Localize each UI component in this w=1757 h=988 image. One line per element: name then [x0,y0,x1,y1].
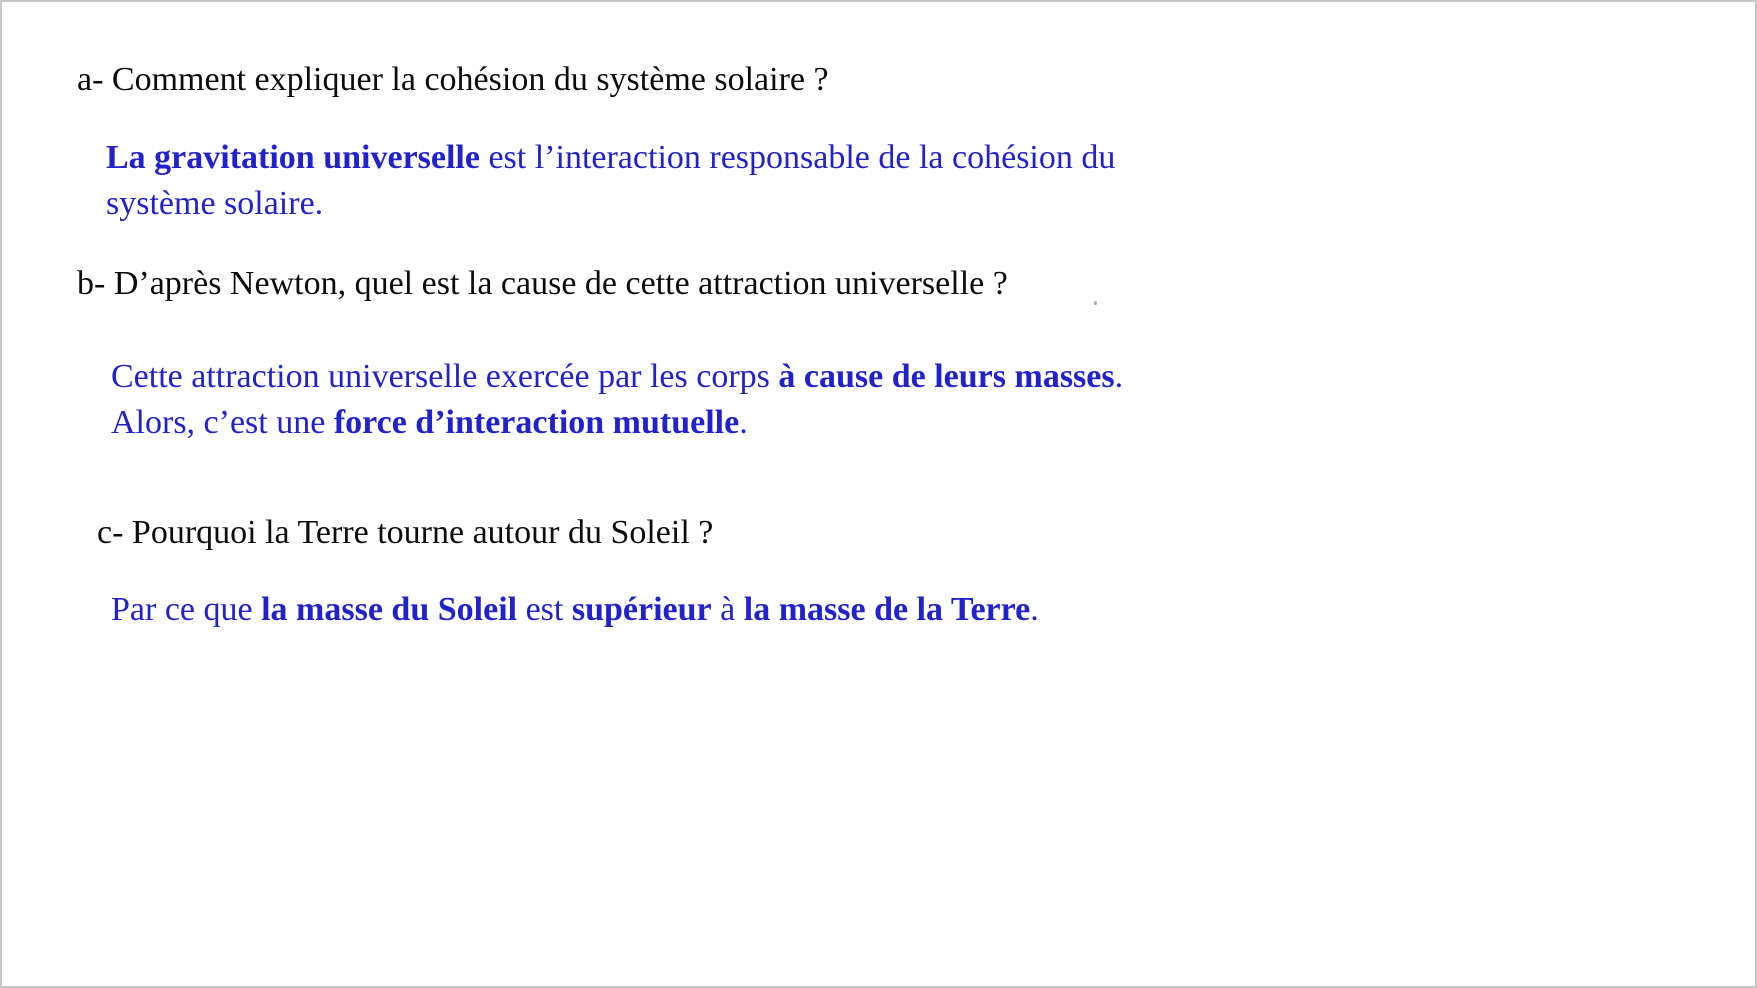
question-c: c- Pourquoi la Terre tourne autour du Soleil ? [97,514,714,551]
question-a: a- Comment expliquer la cohésion du système solaire ? [77,61,829,98]
answer-b-line1-end: . [1114,358,1124,395]
answer-c-bold-phrase-1: la masse du Soleil [261,591,518,628]
answer-c-bold-phrase-3: la masse de la Terre [743,591,1031,628]
answer-b-line2-end: . [739,404,748,441]
answer-c-end: . [1030,591,1039,628]
answer-c-mid-1: est [517,591,572,628]
answer-b-bold-phrase-2: force d’interaction mutuelle [333,404,740,441]
answer-a [106,135,1115,227]
answer-a-bold-phrase: La gravitation universelle [106,139,480,176]
answer-a-line2: système solaire. [106,185,324,222]
answer-c-mid-2: à [711,591,744,628]
answer-b [111,354,1123,446]
stray-dot-artifact [1094,301,1097,305]
question-b: b- D’après Newton, quel est la cause de cette attraction universelle ? [77,265,1008,302]
answer-b-line1-start: Cette attraction universelle exercée par les corps [111,358,779,395]
answer-b-bold-phrase-1: à cause de leurs masses [778,358,1115,395]
answer-c-bold-phrase-2: supérieur [571,591,712,628]
answer-a-line1-rest: est l’interaction responsable de la cohésion du [479,139,1116,176]
answer-b-line2-start: Alors, c’est une [111,404,334,441]
answer-c-start: Par ce que [111,591,262,628]
answer-c [111,587,1039,633]
